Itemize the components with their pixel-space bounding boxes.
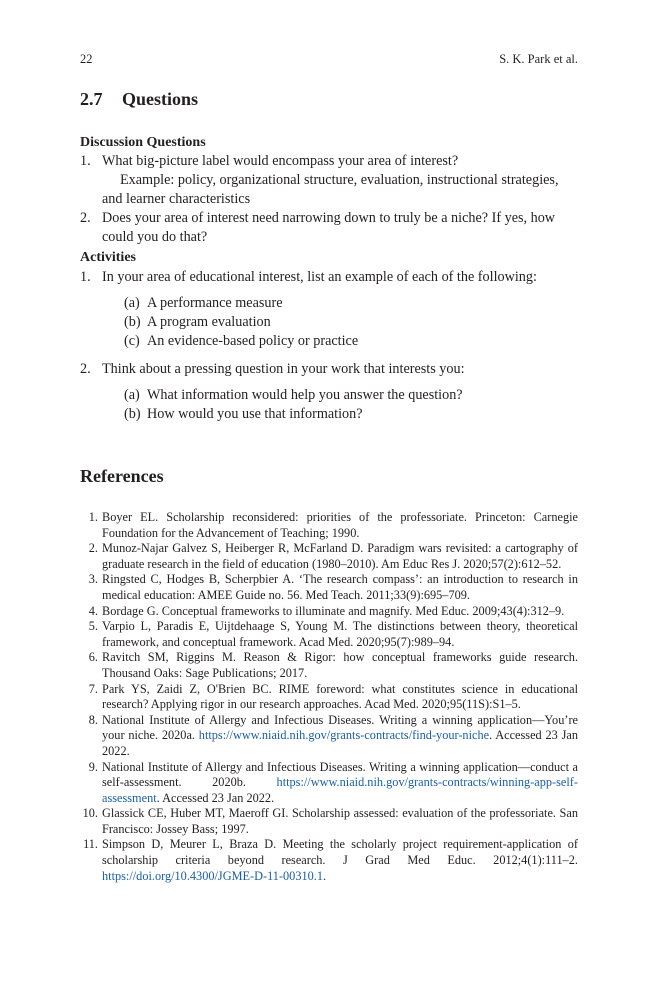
sub-text: An evidence-based policy or practice [147,333,359,349]
discussion-heading: Discussion Questions [80,135,206,150]
reference-item [80,541,578,572]
reference-item [80,682,578,713]
reference-item [80,806,578,837]
sub-text: How would you use that information? [147,406,363,422]
sub-item [102,405,578,424]
references-list [80,510,578,884]
reference-item [80,837,578,884]
reference-suffix: . Accessed 23 Jan 2022. [156,790,275,805]
reference-number: 10. [82,806,98,821]
reference-text: Park YS, Zaidi Z, O'Brien BC. RIME foreword: what constitutes science in educational research? Applying rigor in our research approaches. Acad Med. 2020;95(11S):S1–5. [102,681,578,712]
reference-number: 9. [88,759,98,774]
running-head-authors: S. K. Park et al. [499,52,578,66]
item-text: What big-picture label would encompass your area of interest? [102,153,459,169]
reference-link[interactable]: https://www.niaid.nih.gov/grants-contracts/find-your-niche [198,728,490,743]
reference-item [80,619,578,650]
sub-text: What information would help you answer the question? [147,387,463,403]
sub-text: A performance measure [147,295,283,311]
reference-suffix: . [323,868,327,883]
reference-item [80,760,578,807]
list-item [80,268,578,351]
reference-number: 8. [88,712,98,727]
sub-item [102,386,578,405]
section-title [80,89,198,110]
item-number: 2. [80,361,91,377]
item-number: 2. [80,210,91,226]
reference-number: 5. [88,619,98,634]
sub-text: A program evaluation [147,314,271,330]
sub-item [102,332,578,351]
sub-label: (c) [124,333,140,349]
item-text: Think about a pressing question in your work that interests you: [102,361,465,377]
item-example: Example: policy, organizational structure, evaluation, instructional strategies, and learner characteristics [102,172,559,207]
reference-text: Boyer EL. Scholarship reconsidered: priorities of the professoriate. Princeton: Carnegie Foundation for the Advancement of Teaching; 1990. [102,510,578,540]
reference-number: 6. [88,650,98,665]
reference-number: 7. [88,681,98,696]
reference-number: 2. [88,541,98,556]
reference-text: National Institute of Allergy and Infectious Diseases. Writing a winning application—conduct a self-assessment. 2020b. [102,759,578,790]
reference-suffix: . Accessed 23 Jan 2022. [102,728,578,758]
item-number: 1. [80,153,91,169]
reference-text: National Institute of Allergy and Infectious Diseases. Writing a winning application—You’re your niche. 2020a. [102,712,578,743]
reference-item [80,572,578,603]
sub-label: (b) [124,406,141,422]
discussion-list [80,152,578,247]
references-heading: References [80,466,164,486]
reference-number: 3. [88,572,98,587]
sub-label: (a) [124,295,140,311]
item-number: 1. [80,269,91,285]
page-number: 22 [80,52,93,66]
sub-item [102,313,578,332]
reference-number: 1. [88,510,98,524]
reference-text: Munoz-Najar Galvez S, Heiberger R, McFarland D. Paradigm wars revisited: a cartography of graduate research in the field of education (1980–2010). Am Educ Res J. 2020;57(2):612–52. [102,541,578,571]
list-item [80,209,578,247]
sub-item [102,294,578,313]
reference-text: Varpio L, Paradis E, Uijtdehaage S, Young M. The distinctions between theory, theoretical framework, and conceptual framework. Acad Med. 2020;95(7):989–94. [102,619,578,649]
sub-label: (a) [124,387,140,403]
section-title-text: Questions [122,89,199,109]
reference-link[interactable]: https://doi.org/10.4300/JGME-D-11-00310.1 [102,868,324,883]
reference-text: Ringsted C, Hodges B, Scherpbier A. ‘The research compass’: an introduction to research in medical education: AMEE Guide no. 56. Med Teach. 2011;33(9):695–709. [102,572,578,602]
sub-label: (b) [124,314,141,330]
reference-item [80,713,578,760]
list-item [80,360,578,424]
section-number: 2.7 [80,89,103,109]
reference-text: Glassick CE, Huber MT, Maeroff GI. Scholarship assessed: evaluation of the professoriate. San Francisco: Jossey Bass; 1997. [102,806,578,836]
reference-text: Bordage G. Conceptual frameworks to illuminate and magnify. Med Educ. 2009;43(4):312–9. [102,603,565,618]
activities-list [80,268,578,433]
reference-number: 11. [83,837,98,852]
item-text: In your area of educational interest, list an example of each of the following: [102,269,537,285]
reference-item [80,650,578,681]
reference-text: Simpson D, Meurer L, Braza D. Meeting the scholarly project requirement-application of scholarship criteria beyond research. J Grad Med Educ. 2012;4(1):111–2. [102,837,578,868]
reference-link[interactable]: https://www.niaid.nih.gov/grants-contracts/winning-app-self-assessment [102,775,578,805]
reference-number: 4. [88,603,98,618]
sub-list [102,386,578,424]
sub-list [102,294,578,351]
activities-heading: Activities [80,250,136,265]
reference-text: Ravitch SM, Riggins M. Reason & Rigor: how conceptual frameworks guide research. Thousand Oaks: Sage Publications; 2017. [102,650,578,680]
reference-item [80,604,578,620]
list-item [80,152,578,209]
reference-item [80,510,578,541]
item-text: Does your area of interest need narrowing down to truly be a niche? If yes, how could you do that? [102,210,556,245]
